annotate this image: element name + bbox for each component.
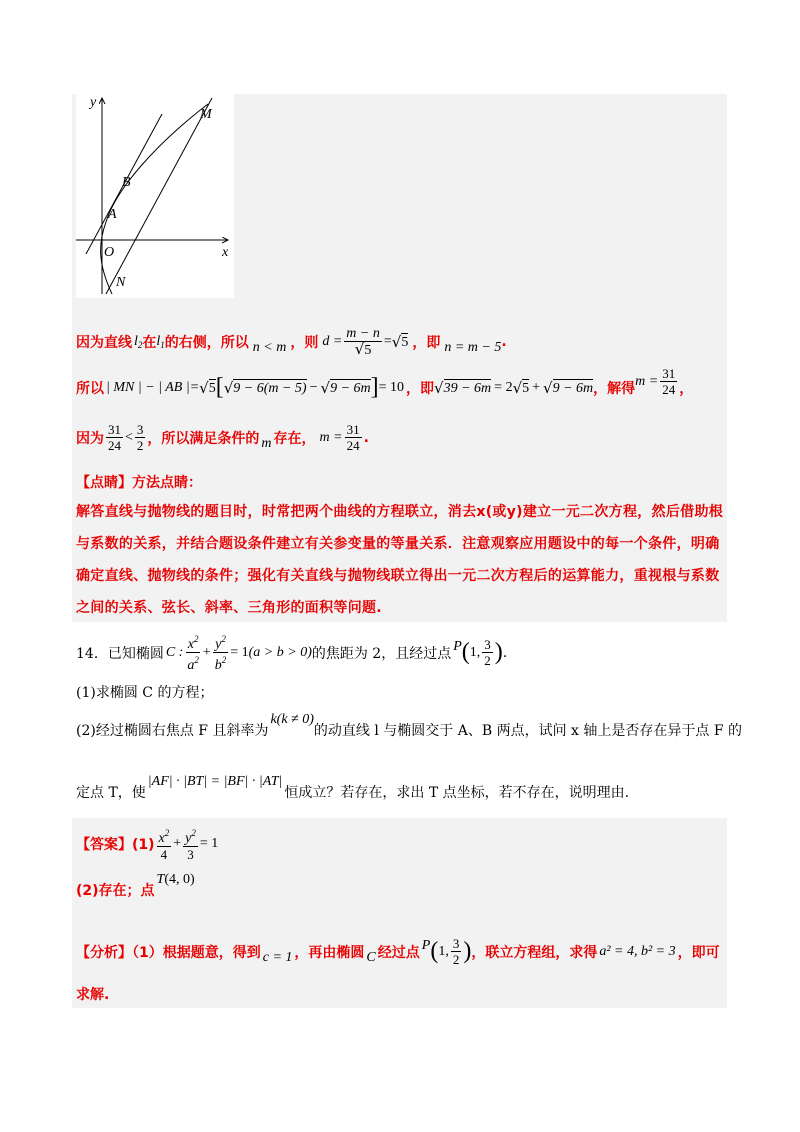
problem-14-q2-line1: (2)经过椭圆右焦点 F 且斜率为 k (k ≠ 0) 的动直线 l 与椭圆交于 A、B 两点，试问 x 轴上是否存在异于点 F 的 xyxy=(76,712,742,739)
label-B: B xyxy=(122,175,131,190)
problem-14-stem: 14． 已知椭圆 C : $\frac{x^2}{a^2}$ + $\frac{y^2}{b^2}$ = 1 (a > b > 0) 的焦距为 2，且经过点 P ( 1, $\frac{3}{2}$ ) . xyxy=(76,634,508,673)
problem-14-q1: (1)求椭圆 C 的方程； xyxy=(76,685,214,701)
label-O: O xyxy=(104,245,115,260)
frac-31-24: $\frac{31}{24}$ xyxy=(662,366,676,397)
answer-line-2: (2)存在；点 T (4, 0) xyxy=(76,872,195,899)
problem-14-q2-line2: 定点 T，使 |AF| · |BT| = |BF| · |AT| 恒成立？若存在，求出 T 点坐标，若不存在，说明理由. xyxy=(76,774,630,801)
label-y: y xyxy=(90,95,97,110)
line-l2 xyxy=(106,98,212,294)
solution-line-3: 因为 $\frac{31}{24}$ < $\frac{3}{2}$ ，所以满足条件的 m 存在， m = $\frac{31}{24}$ . xyxy=(76,422,369,453)
analysis-line-1: 【分析】（1）根据题意，得到 c = 1 ，再由椭圆 C 经过点 P ( 1, $\frac{3}{2}$ ) ，联立方程组，求得 a² = 4, b² = 3 ，即可 xyxy=(76,936,720,967)
solution-line-2: 所以 | MN | − | AB |= √ 5 [ √ 9 − 6(m − 5) − √ 9 − 6m ] = 10 ，即 √ 39 − 6m = 2 √ 5 + √ 9 − 6m ，解得 m = $\frac{31}{24}$ ， xyxy=(76,366,694,400)
tip-body: 解答直线与抛物线的题目时，时常把两个曲线的方程联立，消去x(或y)建立一元二次方程，然后借助根与系数的关系，并结合题设条件建立有关参变量的等量关系．注意观察应用题设中的每一个条件，明确确定直线、抛物线的条件；强化有关直线与抛物线联立得出一元二次方程后的运算能力，重视根与系数之间的关系、弦长、斜率、三角形的面积等问题. xyxy=(76,504,724,616)
label-M: M xyxy=(200,107,212,122)
label-N: N xyxy=(116,275,126,290)
parabola-curve xyxy=(101,104,208,294)
answer-line-1: 【答案】(1) $\frac{x^2}{4}$ + $\frac{y^2}{3}$ = 1 xyxy=(76,828,219,862)
analysis-line-2: 求解. xyxy=(76,987,110,1003)
label-A: A xyxy=(108,207,117,222)
label-x: x xyxy=(222,245,229,260)
parabola-figure xyxy=(76,94,234,298)
solution-line-1: 因为直线 $l_2$ 在 $l_1$ 的右侧，所以 n < m ，则 d = $\frac{m - n}{√5}$ = √ 5 ，即 n = m − 5 . xyxy=(76,326,507,358)
tip-title: 【点睛】方法点睛： xyxy=(76,475,202,491)
figure-panel xyxy=(76,94,234,298)
frac-d: $\frac{m - n}{√5}$ xyxy=(346,326,380,358)
